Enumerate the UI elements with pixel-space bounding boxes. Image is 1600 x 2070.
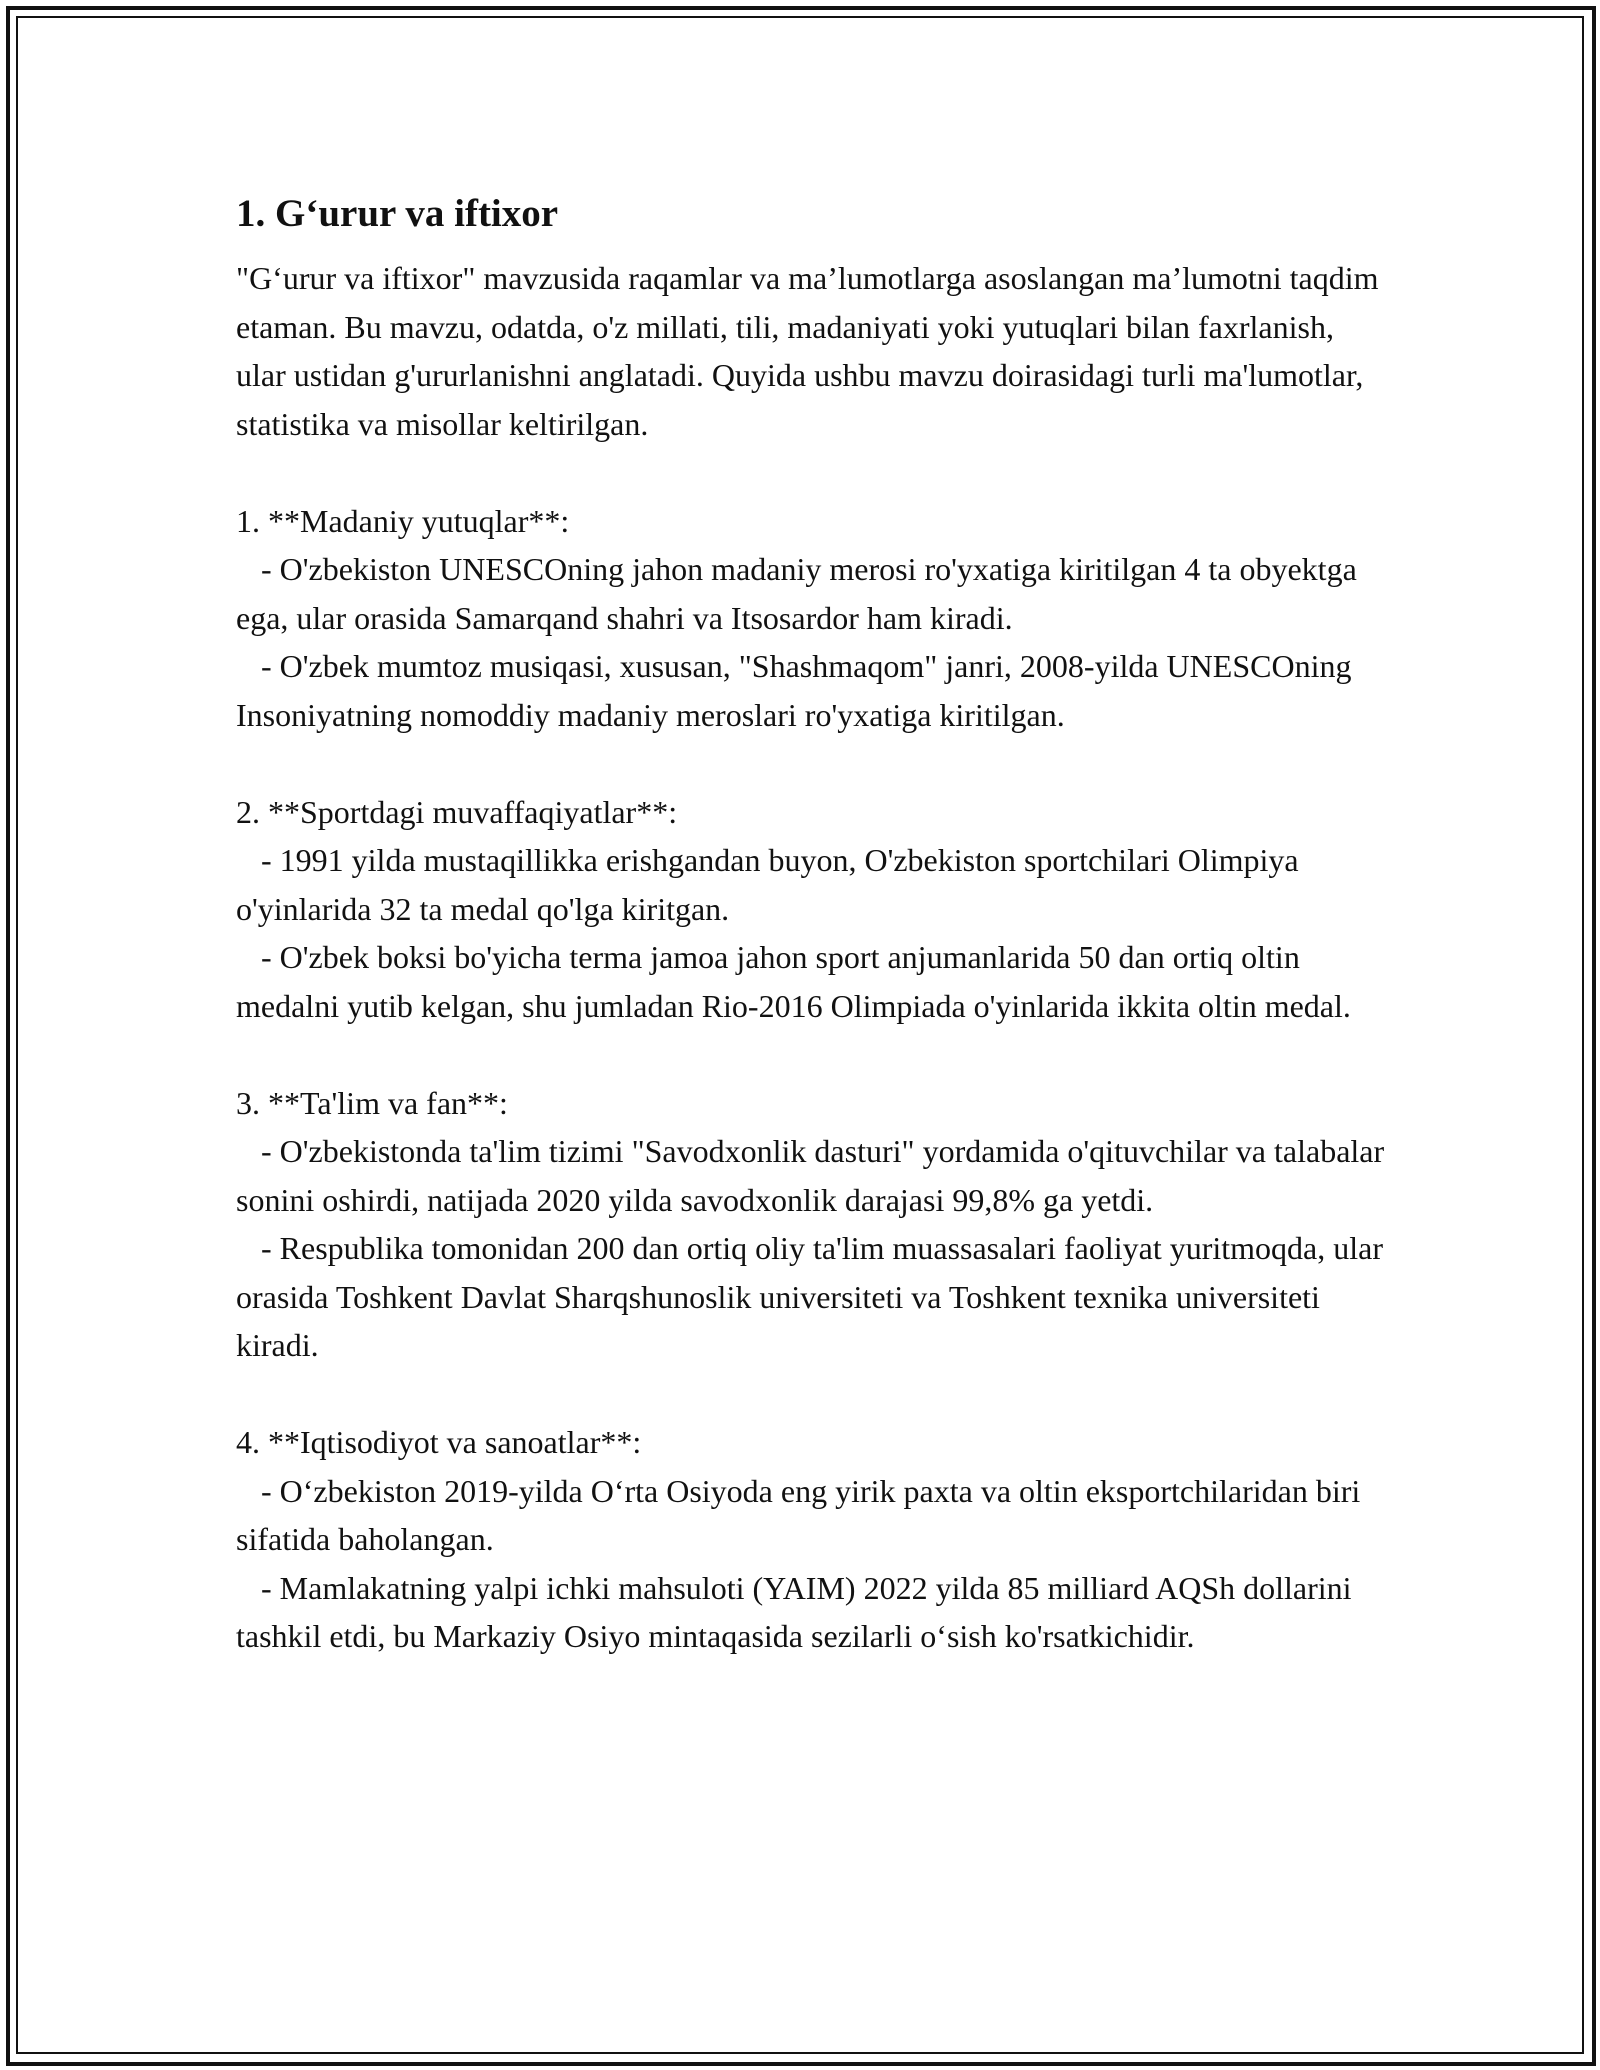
section-cultural-achievements	[236, 497, 1386, 740]
section-title: 1. **Madaniy yutuqlar**:	[236, 502, 570, 539]
section-sports-achievements	[236, 788, 1386, 1031]
section-title: 2. **Sportdagi muvaffaqiyatlar**:	[236, 793, 678, 830]
section-economy-industry	[236, 1418, 1386, 1661]
bullet-item: - Respublika tomonidan 200 dan ortiq oliy ta'lim muassasalari faoliyat yuritmoqda, ular orasida Toshkent Davlat Sharqshunoslik universiteti va Toshkent texnika universiteti kiradi.	[236, 1230, 1383, 1363]
section-title: 3. **Ta'lim va fan**:	[236, 1084, 508, 1121]
bullet-item: - O'zbek boksi bo'yicha terma jamoa jahon sport anjumanlarida 50 dan ortiq oltin medalni yutib kelgan, shu jumladan Rio-2016 Olimpiada o'yinlarida ikkita oltin medal.	[236, 939, 1351, 1024]
section-title: 4. **Iqtisodiyot va sanoatlar**:	[236, 1424, 642, 1460]
bullet-item: - Mamlakatning yalpi ichki mahsuloti (YAIM) 2022 yilda 85 milliard AQSh dollarini tashkil etdi, bu Markaziy Osiyo mintaqasida sezilarli o‘sish ko'rsatkichidir.	[236, 1569, 1352, 1654]
bullet-item: - O‘zbekiston 2019-yilda O‘rta Osiyoda eng yirik paxta va oltin eksportchilaridan biri sifatida baholangan.	[236, 1472, 1361, 1557]
document-body	[236, 186, 1386, 1661]
section-education-science	[236, 1079, 1386, 1370]
document-heading: 1. G‘urur va iftixor	[236, 192, 559, 235]
bullet-item: - O'zbekiston UNESCOning jahon madaniy merosi ro'yxatiga kiritilgan 4 ta obyektga ega, ular orasida Samarqand shahri va Itsosardor ham kiradi.	[236, 551, 1357, 636]
document-text	[236, 254, 1386, 1661]
bullet-item: - O'zbekistonda ta'lim tizimi "Savodxonlik dasturi" yordamida o'qituvchilar va talabalar sonini oshirdi, natijada 2020 yilda savodxonlik darajasi 99,8% ga yetdi.	[236, 1133, 1385, 1218]
bullet-item: - O'zbek mumtoz musiqasi, xususan, "Shashmaqom" janri, 2008-yilda UNESCOning Insoniyatning nomoddiy madaniy meroslari ro'yxatiga kiritilgan.	[236, 648, 1352, 733]
bullet-item: - 1991 yilda mustaqillikka erishgandan buyon, O'zbekiston sportchilari Olimpiya o'yinlarida 32 ta medal qo'lga kiritgan.	[236, 842, 1299, 927]
intro-paragraph: "G‘urur va iftixor" mavzusida raqamlar va ma’lumotlarga asoslangan ma’lumotni taqdim etaman. Bu mavzu, odatda, o'z millati, tili, madaniyati yoki yutuqlari bilan faxrlanish, ular ustidan g'ururlanishni anglatadi. Quyida ushbu mavzu doirasidagi turli ma'lumotlar, statistika va misollar keltirilgan.	[236, 260, 1379, 442]
